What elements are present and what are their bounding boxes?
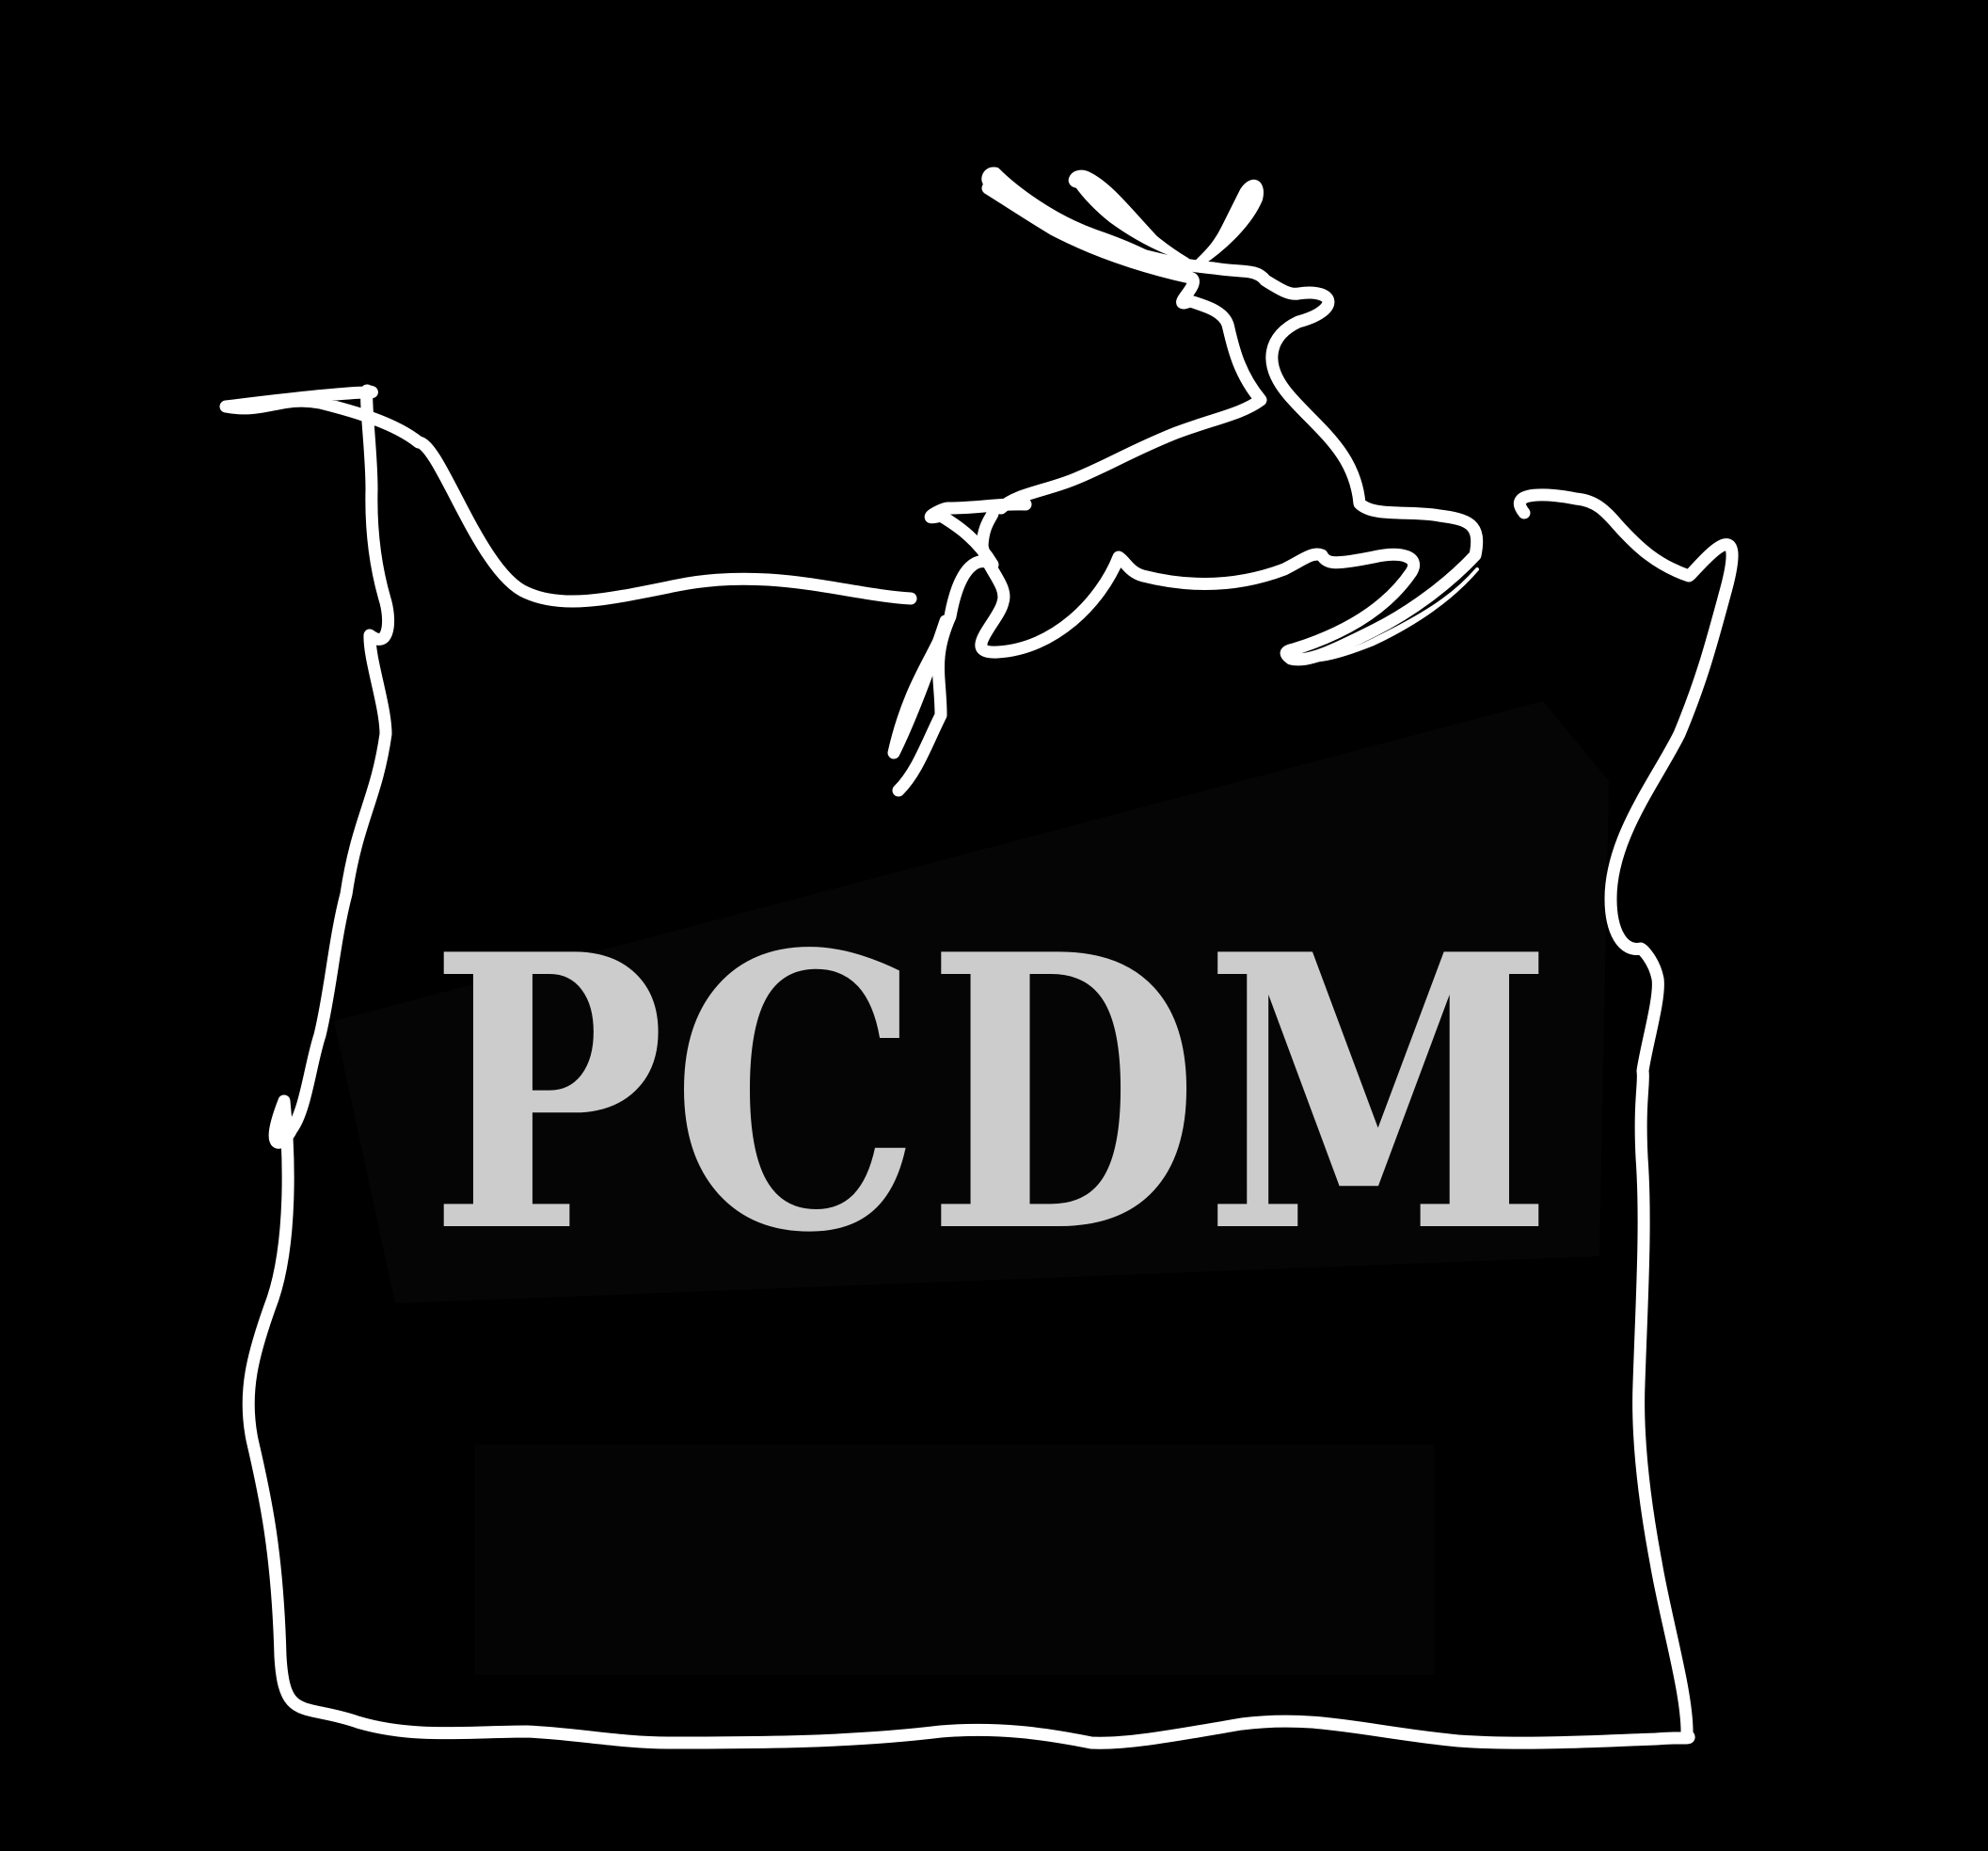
lower-backdrop <box>475 1444 1435 1675</box>
monogram-text: PCDM <box>429 873 1558 1316</box>
